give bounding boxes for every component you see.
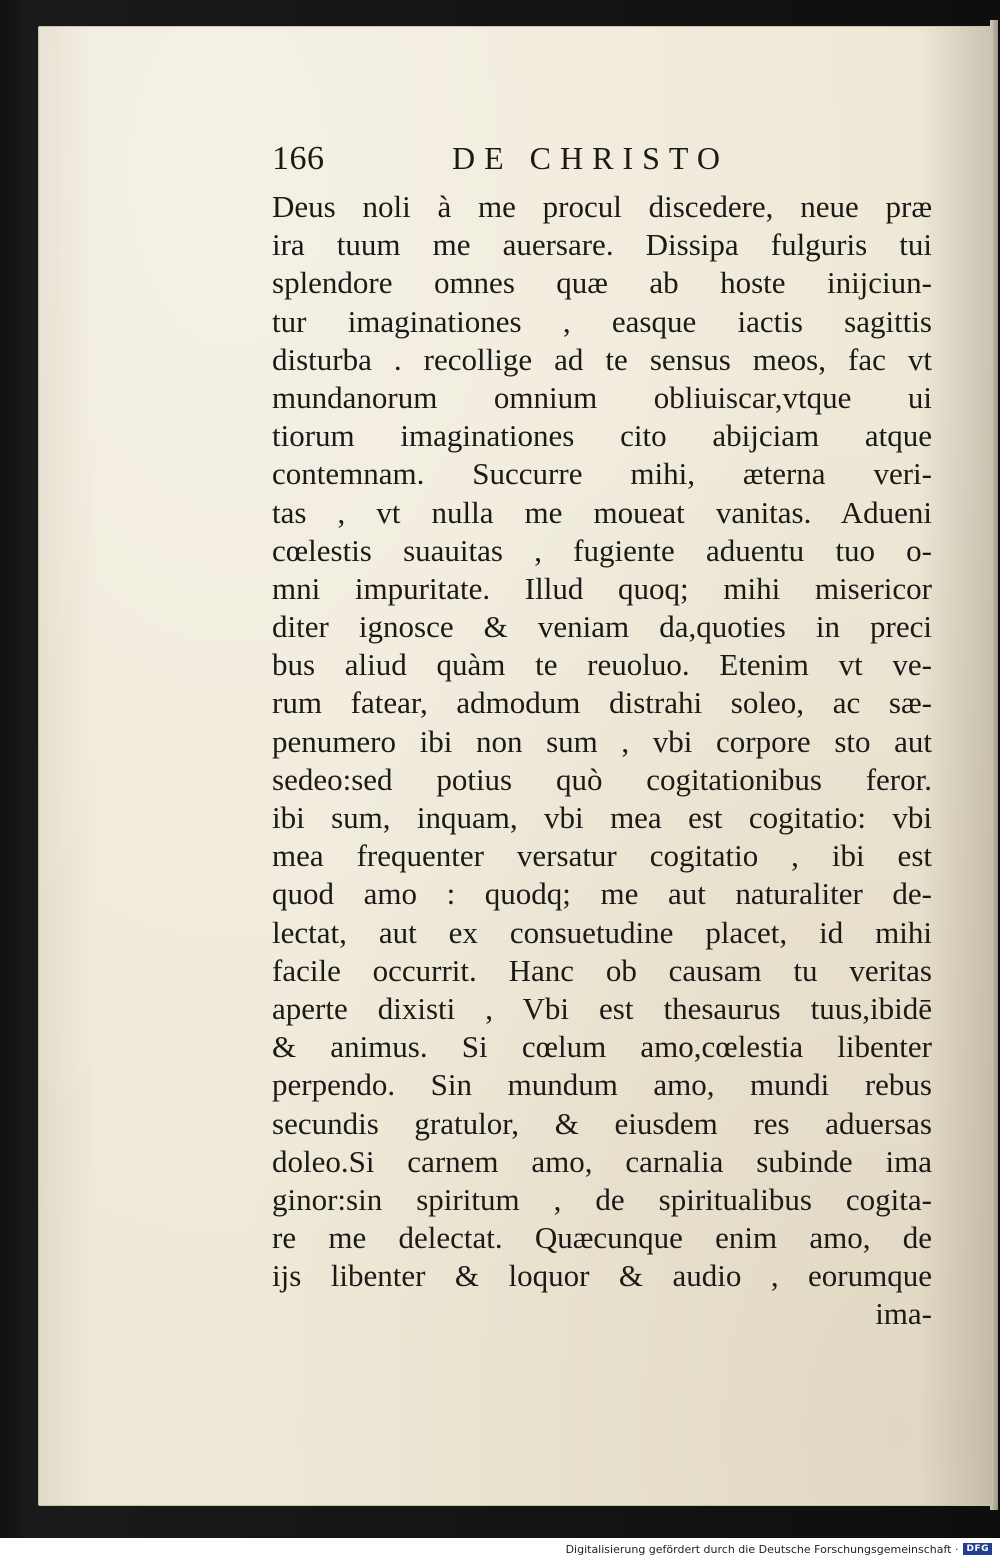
dfg-logo: DFG [963, 1543, 992, 1555]
text-line: perpendo. Sin mundum amo, mundi rebus [272, 1067, 932, 1103]
digitization-footer [0, 1538, 1000, 1560]
text-line: sedeo:sed potius quò cogitationibus feror. [272, 761, 932, 797]
running-head [272, 140, 932, 186]
body-text [272, 188, 932, 1295]
footer-credit: Digitalisierung gefördert durch die Deutsche Forschungsgemeinschaft · [565, 1542, 959, 1556]
text-line: disturba . recollige ad te sensus meos, fac vt [272, 341, 932, 377]
text-line: tur imaginationes , easque iactis sagittis [272, 303, 932, 339]
text-line: secundis gratulor, & eiusdem res aduersas [272, 1105, 932, 1141]
text-line: splendore omnes quæ ab hoste inijciun- [272, 265, 932, 301]
text-line: & animus. Si cœlum amo,cœlestia libenter [272, 1029, 932, 1065]
page-text-block [272, 140, 932, 1334]
text-line: quod amo : quodq; me aut naturaliter de- [272, 876, 932, 912]
text-line: lectat, aut ex consuetudine placet, id mihi [272, 914, 932, 950]
text-line: rum fatear, admodum distrahi soleo, ac sæ- [272, 685, 932, 721]
text-line: ira tuum me auersare. Dissipa fulguris tui [272, 227, 932, 263]
text-line: diter ignosce & veniam da,quoties in preci [272, 609, 932, 645]
text-line: penumero ibi non sum , vbi corpore sto aut [272, 723, 932, 759]
text-line: ijs libenter & loquor & audio , eorumque [272, 1258, 932, 1294]
text-line: ginor:sin spiritum , de spiritualibus cogita- [272, 1181, 932, 1217]
text-line: cœlestis suauitas , fugiente aduentu tuo o- [272, 532, 932, 568]
text-line: mni impuritate. Illud quoq; mihi misericor [272, 570, 932, 606]
text-line: Deus noli à me procul discedere, neue præ [272, 189, 932, 224]
text-line: tiorum imaginationes cito abijciam atque [272, 418, 932, 454]
catchword: ima- [875, 1296, 932, 1332]
text-line: tas , vt nulla me moueat vanitas. Adueni [272, 494, 932, 530]
running-head-title: DE CHRISTO [452, 140, 729, 176]
text-line: mundanorum omnium obliuiscar,vtque ui [272, 379, 932, 415]
text-line: re me delectat. Quæcunque enim amo, de [272, 1220, 932, 1256]
text-line: facile occurrit. Hanc ob causam tu veritas [272, 952, 932, 988]
text-line: mea frequenter versatur cogitatio , ibi est [272, 838, 932, 874]
page-number: 166 [272, 140, 325, 177]
text-line: contemnam. Succurre mihi, æterna veri- [272, 456, 932, 492]
text-line: ibi sum, inquam, vbi mea est cogitatio: vbi [272, 800, 932, 835]
text-line: doleo.Si carnem amo, carnalia subinde ima [272, 1143, 932, 1179]
text-line: aperte dixisti , Vbi est thesaurus tuus,ibidē [272, 990, 932, 1026]
text-line: bus aliud quàm te reuoluo. Etenim vt ve- [272, 647, 932, 683]
